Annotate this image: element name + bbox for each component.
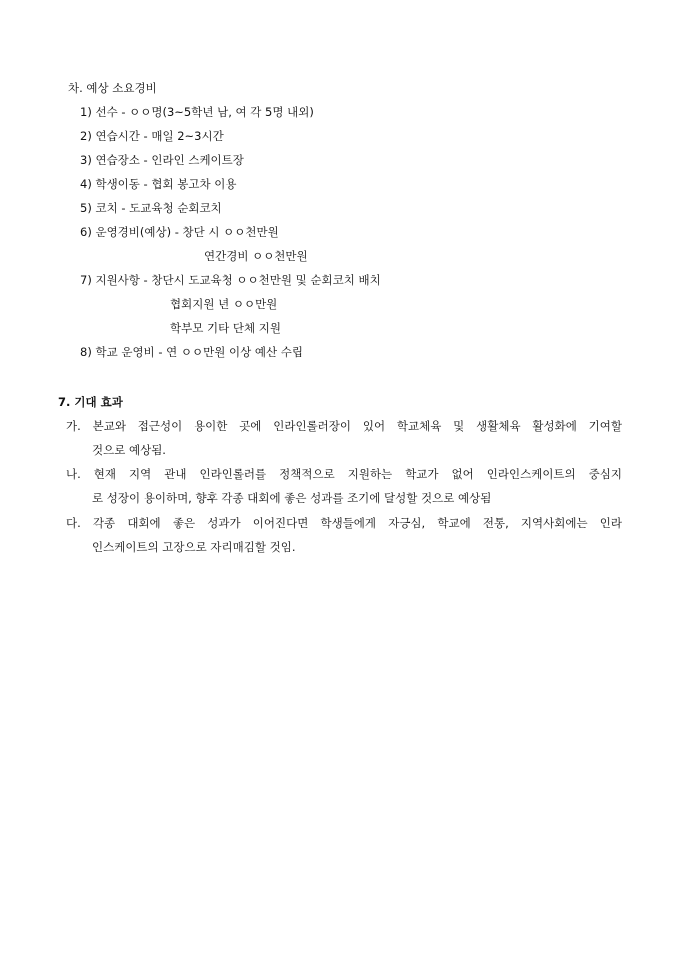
cost-item-annual-expense: 연간경비 ㅇㅇ천만원: [204, 249, 308, 263]
section-title-expected-costs: 차. 예상 소요경비: [68, 81, 157, 95]
section-title-expected-effects: 7. 기대 효과: [58, 395, 123, 409]
effect-na-line1: 나. 현재 지역 관내 인라인롤러를 정책적으로 지원하는 학교가 없어 인라인스케이트의 중심지: [66, 467, 622, 481]
cost-item-players: 1) 선수 - ㅇㅇ명(3~5학년 남, 여 각 5명 내외): [80, 105, 314, 119]
cost-item-school-budget: 8) 학교 운영비 - 연 ㅇㅇ만원 이상 예산 수립: [80, 345, 303, 359]
effect-na-line2: 로 성장이 용이하며, 향후 각종 대회에 좋은 성과를 조기에 달성할 것으로 예상됨: [92, 491, 492, 505]
cost-item-operating-expense: 6) 운영경비(예상) - 창단 시 ㅇㅇ천만원: [80, 225, 279, 239]
effect-ga-line1: 가. 본교와 접근성이 용이한 곳에 인라인롤러장이 있어 학교체육 및 생활체육 활성화에 기여할: [66, 419, 622, 433]
cost-item-parent-support: 학부모 기타 단체 지원: [170, 321, 281, 335]
effect-ga-line2: 것으로 예상됨.: [92, 443, 166, 457]
cost-item-support: 7) 지원사항 - 창단시 도교육청 ㅇㅇ천만원 및 순회코치 배치: [80, 273, 381, 287]
cost-item-student-transport: 4) 학생이동 - 협회 봉고차 이용: [80, 177, 237, 191]
cost-item-practice-place: 3) 연습장소 - 인라인 스케이트장: [80, 153, 244, 167]
effect-da-line2: 인스케이트의 고장으로 자리매김할 것임.: [92, 540, 296, 554]
cost-item-coach: 5) 코치 - 도교육청 순회코치: [80, 201, 222, 215]
effect-na-line1-wrap: [66, 466, 622, 482]
effect-da-line1-wrap: [66, 515, 622, 531]
effect-ga-line1-wrap: [66, 418, 622, 434]
effect-da-line1: 다. 각종 대회에 좋은 성과가 이어진다면 학생들에게 자긍심, 학교에 전통, 지역사회에는 인라: [66, 516, 622, 530]
cost-item-practice-time: 2) 연습시간 - 매일 2~3시간: [80, 129, 224, 143]
cost-item-association-support: 협회지원 년 ㅇㅇ만원: [170, 297, 278, 311]
